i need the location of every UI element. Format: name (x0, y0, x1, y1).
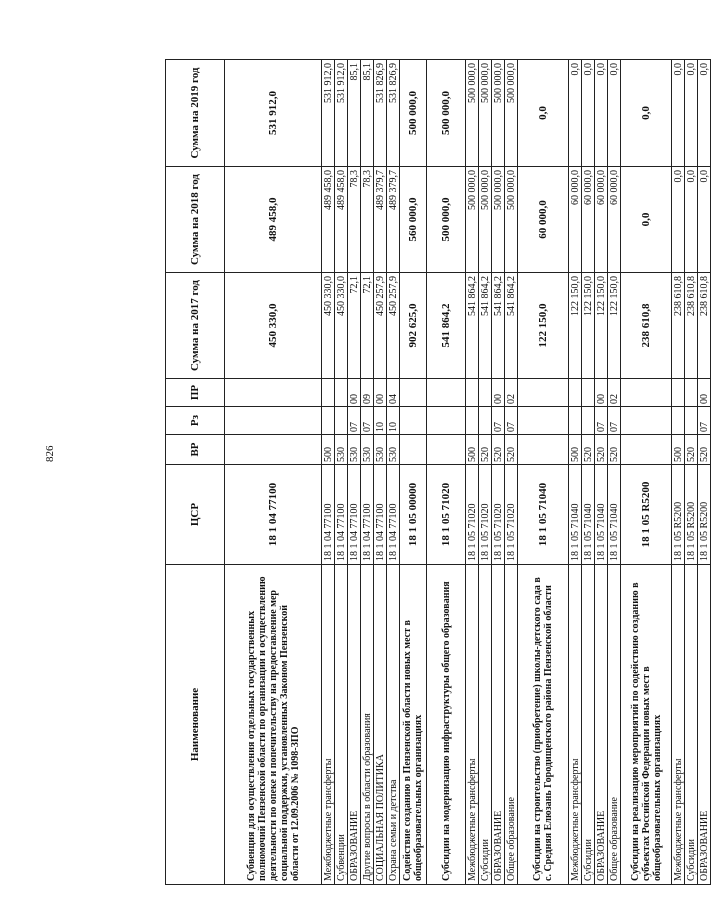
cell-rz (621, 407, 672, 435)
cell-sum-2018: 500 000,0 (479, 167, 492, 273)
cell-pr (621, 379, 672, 407)
table-row (466, 60, 479, 885)
cell-pr: 00 (348, 379, 361, 407)
cell-sum-2017: 238 610,8 (672, 273, 685, 379)
cell-sum-2018: 500 000,0 (505, 167, 518, 273)
cell-sum-2017: 450 257,9 (374, 273, 387, 379)
cell-rz: 07 (492, 407, 505, 435)
cell-sum-2018: 78,3 (348, 167, 361, 273)
cell-rz (479, 407, 492, 435)
cell-vr (225, 435, 322, 465)
cell-vr: 520 (685, 435, 698, 465)
cell-sum-2017: 450 330,0 (335, 273, 348, 379)
table-row (608, 60, 621, 885)
cell-sum-2019: 531 912,0 (335, 60, 348, 167)
cell-name: Содействие созданию в Пензенской области новых мест в общеобразовательных организациях (400, 565, 427, 885)
cell-name: Субсидии (685, 565, 698, 885)
cell-csr: 18 1 05 71040 (569, 465, 582, 565)
cell-sum-2017: 72,1 (348, 273, 361, 379)
cell-csr: 18 1 05 R5200 (685, 465, 698, 565)
cell-sum-2019: 531 912,0 (225, 60, 322, 167)
cell-sum-2019: 0,0 (672, 60, 685, 167)
budget-table (165, 59, 711, 885)
cell-sum-2018: 60 000,0 (569, 167, 582, 273)
cell-name: ОБРАЗОВАНИЕ (595, 565, 608, 885)
cell-sum-2017: 902 625,0 (400, 273, 427, 379)
table-row (595, 60, 608, 885)
cell-vr: 530 (335, 435, 348, 465)
table-row (225, 60, 322, 885)
cell-pr (322, 379, 335, 407)
header-sum-2018: Сумма на 2018 год (166, 167, 225, 273)
cell-sum-2019: 500 000,0 (466, 60, 479, 167)
cell-vr (427, 435, 466, 465)
cell-sum-2019: 500 000,0 (479, 60, 492, 167)
cell-name: Межбюджетные трансферты (672, 565, 685, 885)
cell-sum-2019: 531 826,9 (387, 60, 400, 167)
cell-sum-2019: 531 826,9 (374, 60, 387, 167)
cell-name: СОЦИАЛЬНАЯ ПОЛИТИКА (374, 565, 387, 885)
cell-name: Другие вопросы в области образования (361, 565, 374, 885)
cell-csr: 18 1 04 77100 (322, 465, 335, 565)
cell-sum-2017: 541 864,2 (466, 273, 479, 379)
page-number: 826 (44, 445, 56, 462)
cell-csr: 18 1 05 R5200 (621, 465, 672, 565)
cell-sum-2018: 489 458,0 (335, 167, 348, 273)
cell-vr: 520 (505, 435, 518, 465)
rotated-page (165, 60, 710, 885)
cell-sum-2018: 60 000,0 (518, 167, 569, 273)
table-row (479, 60, 492, 885)
cell-csr: 18 1 05 71020 (505, 465, 518, 565)
cell-sum-2018: 500 000,0 (466, 167, 479, 273)
cell-sum-2019: 0,0 (582, 60, 595, 167)
table-row (348, 60, 361, 885)
cell-rz (400, 407, 427, 435)
cell-sum-2018: 489 379,7 (387, 167, 400, 273)
cell-sum-2018: 489 458,0 (225, 167, 322, 273)
header-sum-2019: Сумма на 2019 год (166, 60, 225, 167)
cell-pr: 00 (374, 379, 387, 407)
cell-csr: 18 1 05 R5200 (698, 465, 711, 565)
cell-sum-2017: 541 864,2 (492, 273, 505, 379)
cell-pr (685, 379, 698, 407)
cell-sum-2017: 238 610,8 (621, 273, 672, 379)
cell-sum-2018: 500 000,0 (492, 167, 505, 273)
cell-sum-2017: 238 610,8 (698, 273, 711, 379)
cell-sum-2017: 541 864,2 (505, 273, 518, 379)
cell-name: Общее образование (608, 565, 621, 885)
cell-csr: 18 1 05 71020 (479, 465, 492, 565)
cell-sum-2017: 72,1 (361, 273, 374, 379)
cell-sum-2017: 122 150,0 (569, 273, 582, 379)
table-row (672, 60, 685, 885)
cell-rz: 07 (361, 407, 374, 435)
cell-rz (569, 407, 582, 435)
cell-csr: 18 1 05 71020 (466, 465, 479, 565)
cell-sum-2019: 531 912,0 (322, 60, 335, 167)
cell-sum-2019: 0,0 (608, 60, 621, 167)
cell-csr: 18 1 04 77100 (335, 465, 348, 565)
cell-rz: 10 (387, 407, 400, 435)
cell-csr: 18 1 05 71040 (518, 465, 569, 565)
cell-sum-2017: 122 150,0 (608, 273, 621, 379)
cell-name: ОБРАЗОВАНИЕ (348, 565, 361, 885)
table-row (582, 60, 595, 885)
cell-pr: 02 (608, 379, 621, 407)
cell-pr: 00 (595, 379, 608, 407)
cell-sum-2018: 489 379,7 (374, 167, 387, 273)
cell-sum-2018: 500 000,0 (427, 167, 466, 273)
cell-vr: 520 (608, 435, 621, 465)
cell-rz (335, 407, 348, 435)
cell-csr: 18 1 05 00000 (400, 465, 427, 565)
cell-sum-2019: 500 000,0 (505, 60, 518, 167)
cell-name: Общее образование (505, 565, 518, 885)
cell-vr: 520 (582, 435, 595, 465)
cell-csr: 18 1 04 77100 (225, 465, 322, 565)
cell-sum-2019: 85,1 (361, 60, 374, 167)
cell-vr (400, 435, 427, 465)
cell-rz (466, 407, 479, 435)
cell-name: Субвенция для осуществления отдельных государственных полномочий Пензенской области по организации и осуществлению деятельности по опеке и попечительству на предоставление мер социальной поддержки, установленных Законом Пензенской области от 12.09.2006 № 1098-ЗПО (225, 565, 322, 885)
cell-sum-2018: 560 000,0 (400, 167, 427, 273)
cell-name: Субсидии на модернизацию инфраструктуры общего образования (427, 565, 466, 885)
cell-vr: 530 (348, 435, 361, 465)
header-csr: ЦСР (166, 465, 225, 565)
cell-sum-2017: 122 150,0 (518, 273, 569, 379)
header-pr: ПР (166, 379, 225, 407)
cell-pr (479, 379, 492, 407)
cell-csr: 18 1 05 71040 (608, 465, 621, 565)
cell-name: ОБРАЗОВАНИЕ (492, 565, 505, 885)
cell-name: Субсидии на реализацию мероприятий по содействию созданию в субъектах Российской Федерации новых мест в общеобразовательных организациях (621, 565, 672, 885)
cell-sum-2018: 60 000,0 (595, 167, 608, 273)
cell-name: ОБРАЗОВАНИЕ (698, 565, 711, 885)
cell-sum-2017: 541 864,2 (479, 273, 492, 379)
cell-pr (335, 379, 348, 407)
cell-sum-2018: 489 458,0 (322, 167, 335, 273)
cell-name: Межбюджетные трансферты (466, 565, 479, 885)
cell-sum-2017: 541 864,2 (427, 273, 466, 379)
cell-pr: 09 (361, 379, 374, 407)
table-row (685, 60, 698, 885)
cell-sum-2018: 0,0 (698, 167, 711, 273)
cell-vr (518, 435, 569, 465)
cell-vr: 530 (361, 435, 374, 465)
cell-vr: 520 (698, 435, 711, 465)
table-row (492, 60, 505, 885)
cell-pr: 04 (387, 379, 400, 407)
cell-sum-2019: 500 000,0 (492, 60, 505, 167)
cell-pr: 00 (492, 379, 505, 407)
cell-rz (685, 407, 698, 435)
cell-name: Субсидии на строительство (приобретение) школы-детского сада в с. Средняя Елюзань Городищенского района Пензенской области (518, 565, 569, 885)
table-row (322, 60, 335, 885)
cell-rz: 07 (698, 407, 711, 435)
cell-vr: 500 (672, 435, 685, 465)
cell-sum-2017: 450 330,0 (322, 273, 335, 379)
cell-name: Охрана семьи и детства (387, 565, 400, 885)
cell-csr: 18 1 04 77100 (361, 465, 374, 565)
cell-sum-2017: 238 610,8 (685, 273, 698, 379)
cell-rz (672, 407, 685, 435)
cell-name: Субсидии (479, 565, 492, 885)
cell-sum-2019: 85,1 (348, 60, 361, 167)
cell-vr: 500 (322, 435, 335, 465)
cell-sum-2019: 0,0 (685, 60, 698, 167)
cell-vr: 520 (492, 435, 505, 465)
cell-pr (400, 379, 427, 407)
cell-csr: 18 1 05 R5200 (672, 465, 685, 565)
cell-sum-2017: 122 150,0 (595, 273, 608, 379)
cell-name: Межбюджетные трансферты (569, 565, 582, 885)
cell-vr: 530 (387, 435, 400, 465)
cell-rz (518, 407, 569, 435)
cell-rz (322, 407, 335, 435)
cell-vr: 530 (374, 435, 387, 465)
cell-pr: 00 (698, 379, 711, 407)
cell-rz: 07 (595, 407, 608, 435)
cell-sum-2017: 122 150,0 (582, 273, 595, 379)
cell-sum-2018: 78,3 (361, 167, 374, 273)
cell-vr (621, 435, 672, 465)
cell-csr: 18 1 04 77100 (387, 465, 400, 565)
cell-sum-2019: 0,0 (595, 60, 608, 167)
cell-sum-2017: 450 257,9 (387, 273, 400, 379)
cell-vr: 520 (479, 435, 492, 465)
table-row (698, 60, 711, 885)
table-row (335, 60, 348, 885)
cell-sum-2018: 0,0 (685, 167, 698, 273)
table-row (374, 60, 387, 885)
table-row (518, 60, 569, 885)
cell-pr (582, 379, 595, 407)
cell-csr: 18 1 04 77100 (374, 465, 387, 565)
table-header (166, 60, 225, 885)
cell-pr (672, 379, 685, 407)
header-vr: ВР (166, 435, 225, 465)
cell-csr: 18 1 05 71020 (427, 465, 466, 565)
table-row (427, 60, 466, 885)
cell-rz (427, 407, 466, 435)
cell-pr (427, 379, 466, 407)
cell-csr: 18 1 05 71040 (582, 465, 595, 565)
cell-vr: 520 (595, 435, 608, 465)
header-rz: Рз (166, 407, 225, 435)
table-row (361, 60, 374, 885)
table-row (621, 60, 672, 885)
cell-sum-2019: 0,0 (569, 60, 582, 167)
cell-name: Субсидии (582, 565, 595, 885)
cell-sum-2018: 60 000,0 (608, 167, 621, 273)
cell-vr: 500 (466, 435, 479, 465)
table-row (505, 60, 518, 885)
cell-sum-2017: 450 330,0 (225, 273, 322, 379)
cell-rz (582, 407, 595, 435)
cell-pr (569, 379, 582, 407)
cell-rz: 07 (505, 407, 518, 435)
cell-sum-2018: 60 000,0 (582, 167, 595, 273)
cell-pr (466, 379, 479, 407)
cell-sum-2019: 0,0 (518, 60, 569, 167)
cell-sum-2018: 0,0 (672, 167, 685, 273)
cell-pr (225, 379, 322, 407)
cell-pr: 02 (505, 379, 518, 407)
cell-sum-2019: 500 000,0 (400, 60, 427, 167)
cell-sum-2019: 0,0 (621, 60, 672, 167)
cell-sum-2019: 500 000,0 (427, 60, 466, 167)
table-row (569, 60, 582, 885)
cell-sum-2018: 0,0 (621, 167, 672, 273)
cell-csr: 18 1 05 71020 (492, 465, 505, 565)
cell-pr (518, 379, 569, 407)
cell-sum-2019: 0,0 (698, 60, 711, 167)
cell-vr: 500 (569, 435, 582, 465)
header-name: Наименование (166, 565, 225, 885)
cell-csr: 18 1 04 77100 (348, 465, 361, 565)
cell-rz (225, 407, 322, 435)
cell-csr: 18 1 05 71040 (595, 465, 608, 565)
cell-name: Субвенции (335, 565, 348, 885)
cell-name: Межбюджетные трансферты (322, 565, 335, 885)
table-body (225, 60, 711, 885)
cell-rz: 10 (374, 407, 387, 435)
cell-rz: 07 (608, 407, 621, 435)
cell-rz: 07 (348, 407, 361, 435)
table-row (387, 60, 400, 885)
header-sum-2017: Сумма на 2017 год (166, 273, 225, 379)
table-row (400, 60, 427, 885)
